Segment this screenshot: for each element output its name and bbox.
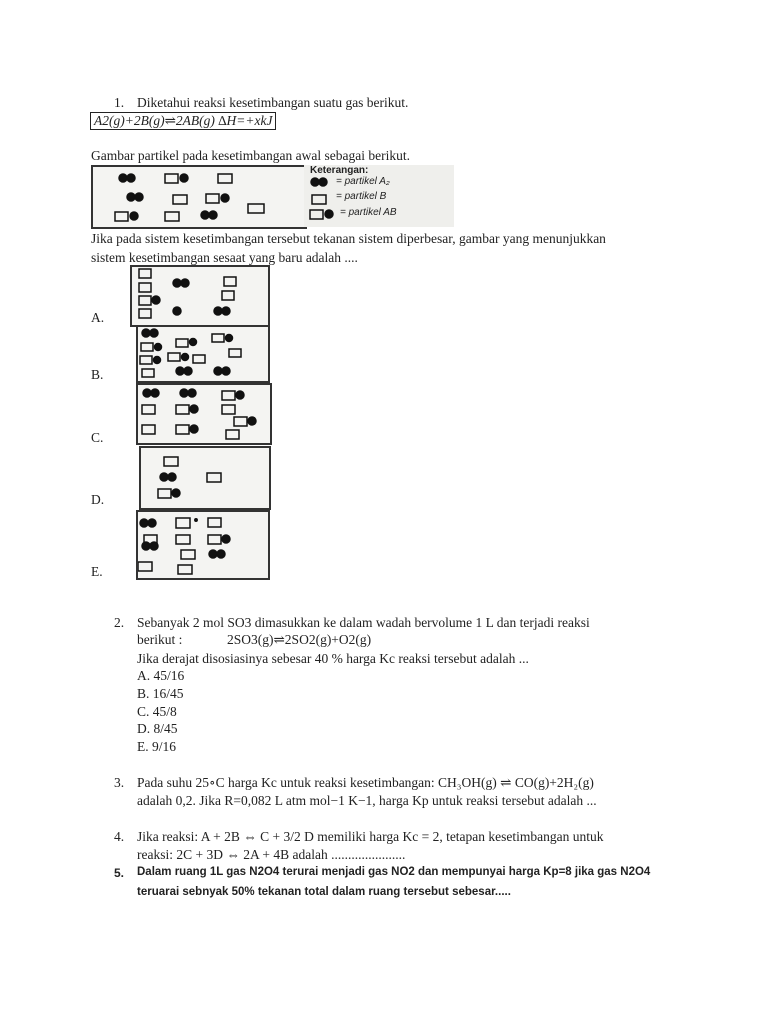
q1-question-line1: Jika pada sistem kesetimbangan tersebut tekanan sistem diperbesar, gambar yang menunjukkan bbox=[91, 231, 606, 246]
option-c-particles bbox=[138, 385, 270, 443]
option-e-particles bbox=[138, 512, 268, 578]
q1-number: 1. bbox=[114, 95, 125, 110]
q5-line2: teruarai sebnyak 50% tekanan total dalam ruang tersebut sebesar..... bbox=[137, 886, 511, 898]
legend bbox=[304, 165, 454, 227]
initial-state-particles bbox=[93, 167, 305, 227]
option-e-label: E. bbox=[91, 564, 103, 579]
q4-line2: reaksi: 2C + 3D ⇔ 2A + 4B adalah ...................... bbox=[137, 847, 406, 862]
q5-line1: Dalam ruang 1L gas N2O4 terurai menjadi gas NO2 dan mempunyai harga Kp=8 jika gas N2O4 bbox=[137, 866, 651, 878]
q2-question: Jika derajat disosiasinya sebesar 40 % harga Kc reaksi tersebut adalah ... bbox=[137, 651, 529, 666]
q2-option-d[interactable]: D. 8/45 bbox=[137, 721, 178, 736]
q3-line1: Pada suhu 25∘C harga Kc untuk reaksi kesetimbangan: CH₃OH(g) ⇌ CO(g)+2H₂(g) bbox=[137, 775, 594, 790]
option-b-figure[interactable] bbox=[136, 325, 270, 383]
q3-line2: adalah 0,2. Jika R=0,082 L atm mol−1 K−1, harga Kp untuk reaksi tersebut adalah ... bbox=[137, 793, 597, 808]
option-c-figure[interactable] bbox=[136, 383, 272, 445]
q2-line1: Sebanyak 2 mol SO3 dimasukkan ke dalam wadah bervolume 1 L dan terjadi reaksi bbox=[137, 615, 590, 630]
q4-number: 4. bbox=[114, 829, 125, 844]
q2-equation: 2SO3(g)⇌2SO2(g)+O2(g) bbox=[227, 632, 372, 647]
option-a-figure[interactable] bbox=[130, 265, 270, 327]
q2-number: 2. bbox=[114, 615, 125, 630]
q2-option-c[interactable]: C. 45/8 bbox=[137, 704, 177, 719]
option-e-figure[interactable] bbox=[136, 510, 270, 580]
legend-title: Keterangan: bbox=[310, 165, 369, 176]
legend-a2: = partikel A₂ bbox=[336, 176, 390, 187]
q5-number: 5. bbox=[114, 866, 125, 880]
option-a-particles bbox=[132, 267, 268, 325]
legend-b: = partikel B bbox=[336, 191, 387, 202]
q1-initial-text: Gambar partikel pada kesetimbangan awal sebagai berikut. bbox=[91, 148, 410, 163]
q2-option-b[interactable]: B. 16/45 bbox=[137, 686, 184, 701]
option-d-particles bbox=[141, 448, 269, 508]
option-a-label: A. bbox=[91, 310, 105, 325]
q1-intro: Diketahui reaksi kesetimbangan suatu gas berikut. bbox=[137, 95, 409, 110]
q4-line1: Jika reaksi: A + 2B ⇔ C + 3/2 D memiliki harga Kc = 2, tetapan kesetimbangan untuk bbox=[137, 829, 604, 844]
q3-number: 3. bbox=[114, 775, 125, 790]
q1-question-line2: sistem kesetimbangan sesaat yang baru adalah .... bbox=[91, 250, 358, 265]
q2-option-e[interactable]: E. 9/16 bbox=[137, 739, 176, 754]
option-d-label: D. bbox=[91, 492, 105, 507]
option-d-figure[interactable] bbox=[139, 446, 271, 510]
option-b-label: B. bbox=[91, 367, 104, 382]
q2-label: berikut : bbox=[137, 632, 183, 647]
legend-ab: = partikel AB bbox=[340, 207, 397, 218]
option-b-particles bbox=[138, 327, 268, 381]
option-c-label: C. bbox=[91, 430, 104, 445]
initial-state-figure bbox=[91, 165, 307, 229]
q2-option-a[interactable]: A. 45/16 bbox=[137, 668, 185, 683]
q1-equation: A2(g)+2B(g)⇌2AB(g) ∆H=+xkJ bbox=[90, 112, 276, 130]
